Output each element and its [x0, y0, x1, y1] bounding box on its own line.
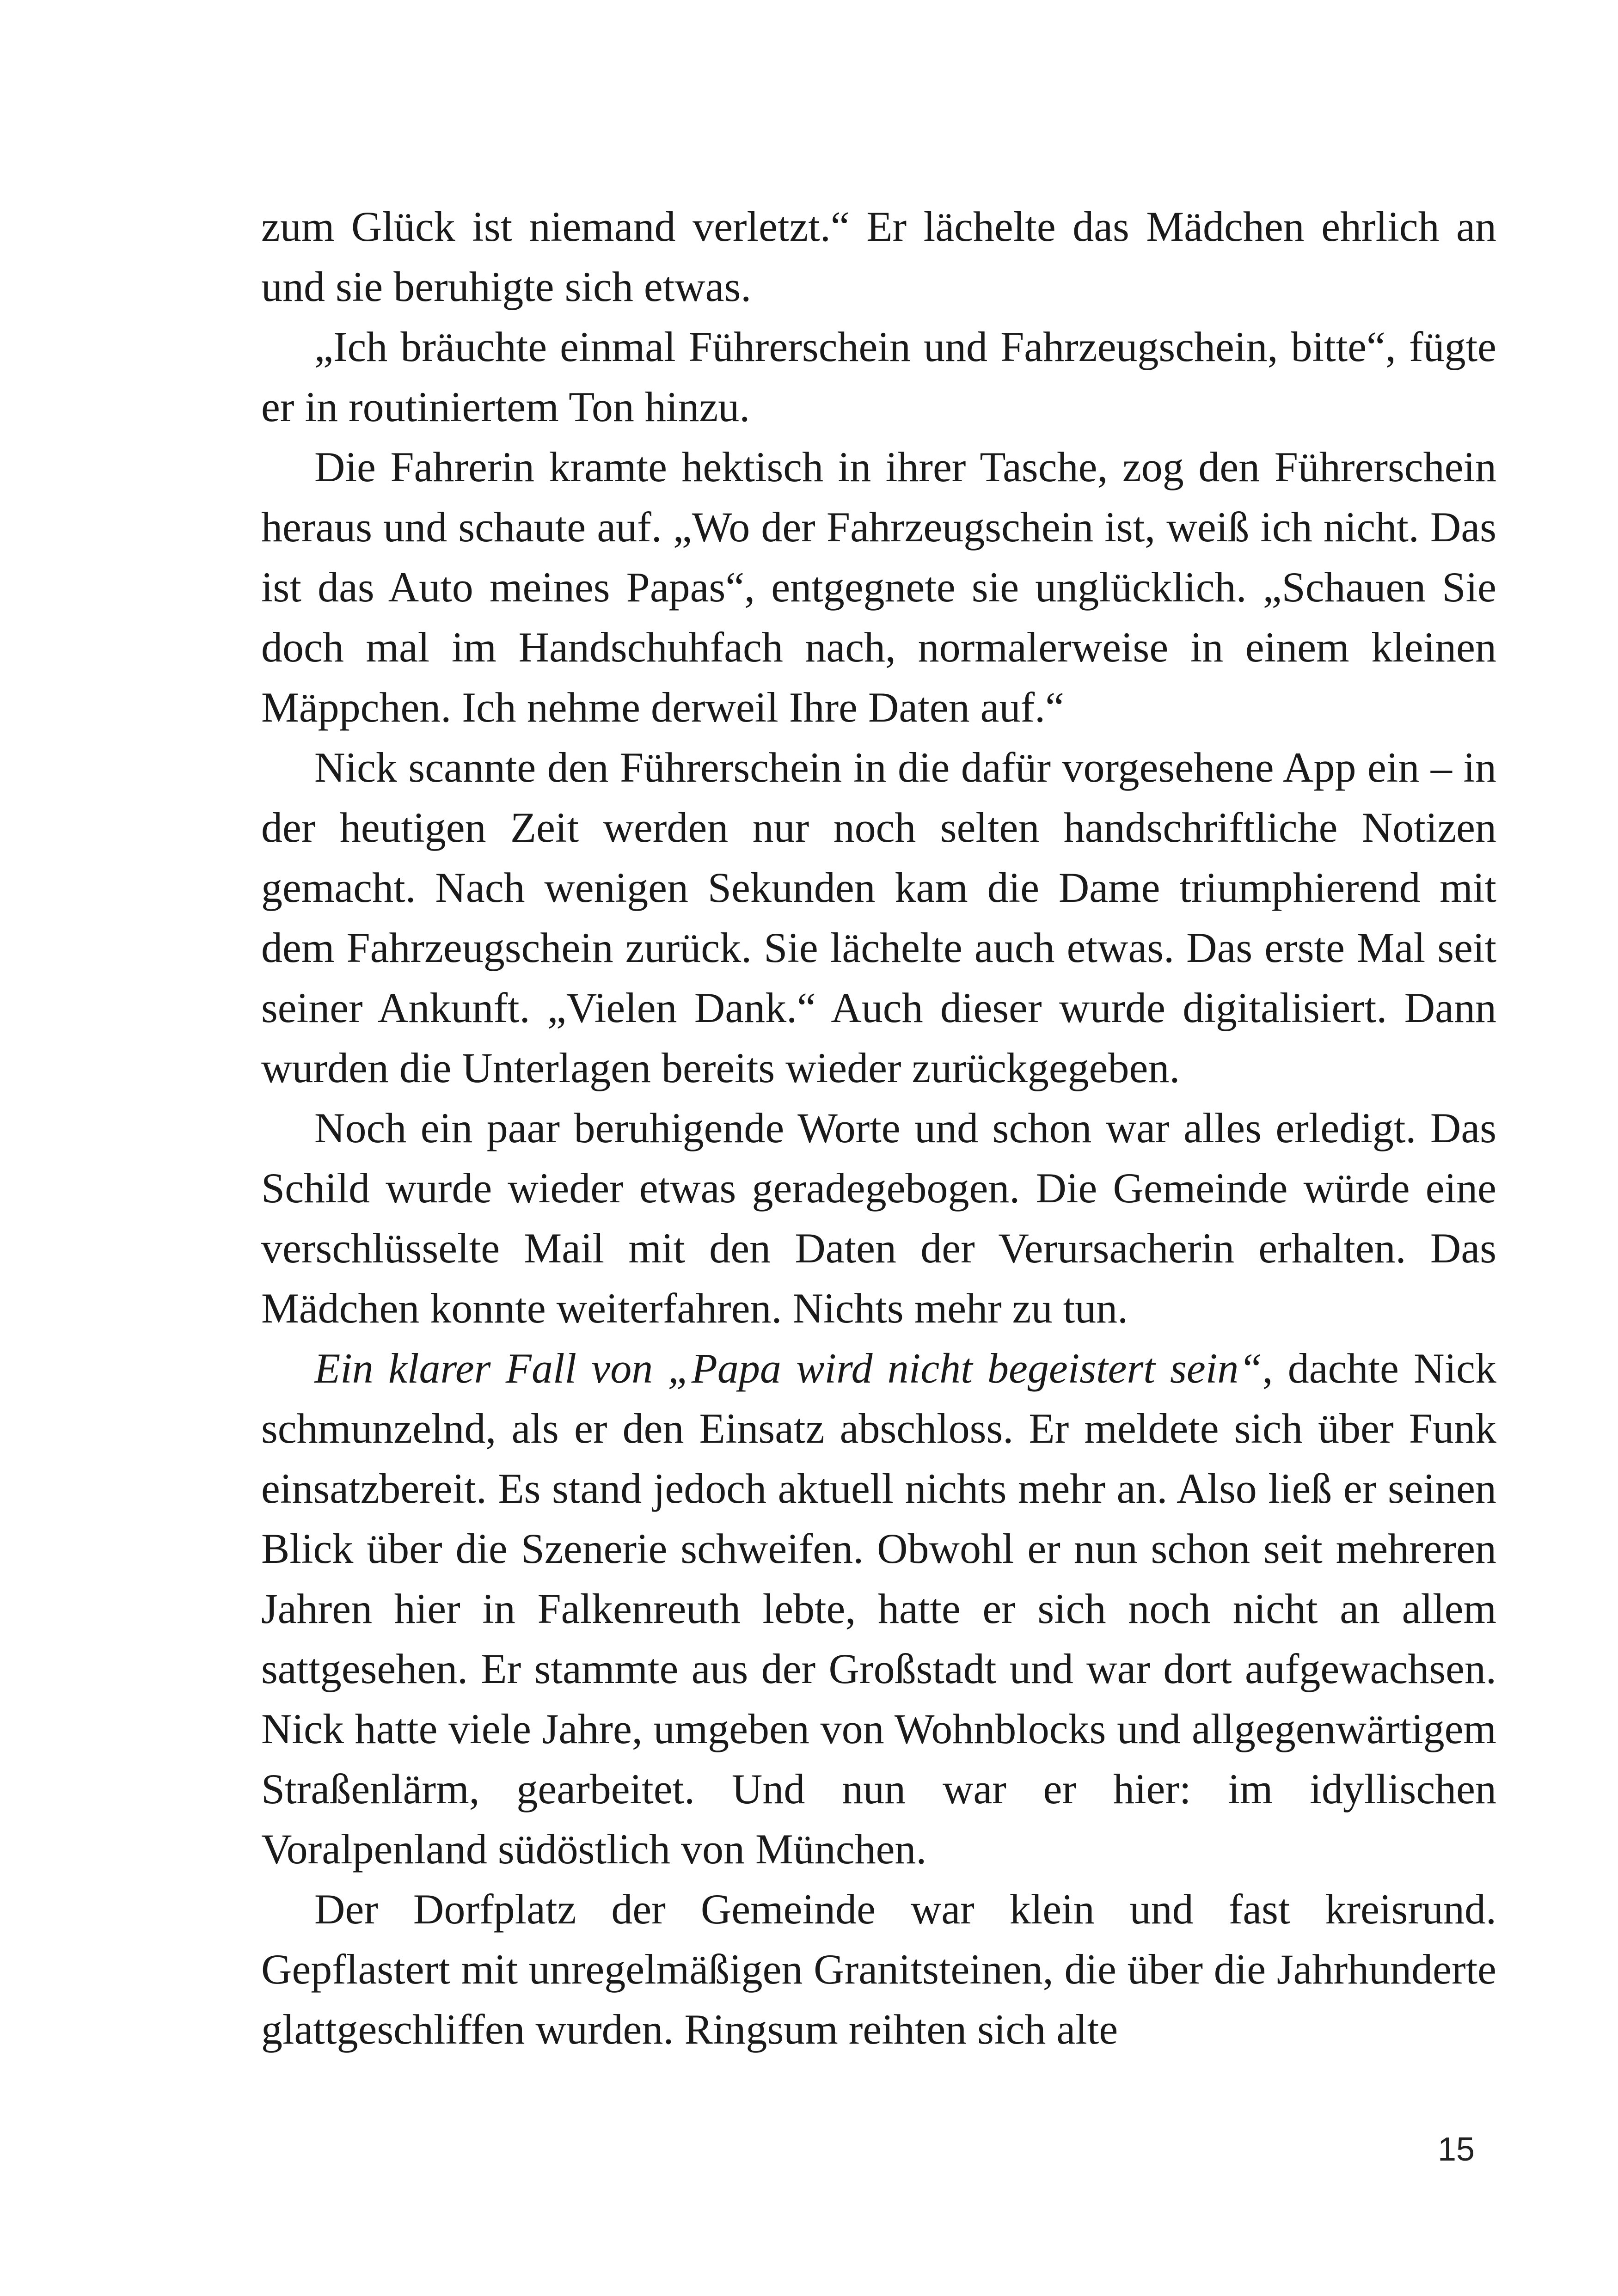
paragraph-3: Die Fahrerin kramte hektisch in ihrer Tasche, zog den Führerschein heraus und schaute auf. „Wo der Fahrzeugschein ist, weiß ich nicht. Das ist das Auto meines Papas“, entgegnete sie unglücklich. „Schauen Sie doch mal im Handschuhfach nach, normalerweise in einem kleinen Mäppchen. Ich nehme derweil Ihre Daten auf.“ [261, 443, 1496, 731]
paragraph-2: „Ich bräuchte einmal Führerschein und Fahrzeugschein, bitte“, fügte er in routiniertem Ton hinzu. [261, 323, 1496, 430]
paragraph-6-text: , dachte Nick schmunzelnd, als er den Einsatz abschloss. Er meldete sich über Funk einsatzbereit. Es stand jedoch aktuell nichts mehr an. Also ließ er seinen Blick über die Szenerie schweifen. Obwohl er nun schon seit mehreren Jahren hier in Falkenreuth lebte, hatte er sich noch nicht an allem sattgesehen. Er stammte aus der Großstadt und war dort aufgewachsen. Nick hatte viele Jahre, umgeben von Wohnblocks und allgegenwärtigem Straßenlärm, gearbeitet. Und nun war er hier: im idyllischen Voralpenland südöstlich von München. [261, 1345, 1496, 1873]
body-text [261, 196, 1496, 2059]
paragraph-6 [261, 1338, 1496, 1879]
paragraph-1: zum Glück ist niemand verletzt.“ Er lächelte das Mädchen ehrlich an und sie beruhigte sich etwas. [261, 203, 1496, 310]
italic-thought: Ein klarer Fall von „Papa wird nicht begeistert sein“ [314, 1345, 1263, 1392]
paragraph-4: Nick scannte den Führerschein in die dafür vorgesehene App ein – in der heutigen Zeit werden nur noch selten handschriftliche Notizen gemacht. Nach wenigen Sekunden kam die Dame triumphierend mit dem Fahrzeugschein zurück. Sie lächelte auch etwas. Das erste Mal seit seiner Ankunft. „Vielen Dank.“ Auch dieser wurde digitalisiert. Dann wurden die Unterlagen bereits wieder zurückgegeben. [261, 744, 1496, 1091]
paragraph-5: Noch ein paar beruhigende Worte und schon war alles erledigt. Das Schild wurde wieder etwas geradegebogen. Die Gemeinde würde eine verschlüsselte Mail mit den Daten der Verursacherin erhalten. Das Mädchen konnte weiterfahren. Nichts mehr zu tun. [261, 1104, 1496, 1332]
paragraph-7: Der Dorfplatz der Gemeinde war klein und fast kreisrund. Gepflastert mit unregelmäßigen Granitsteinen, die über die Jahrhunderte glattgeschliffen wurden. Ringsum reihten sich alte [261, 1886, 1496, 2053]
page-number: 15 [1438, 2131, 1475, 2168]
